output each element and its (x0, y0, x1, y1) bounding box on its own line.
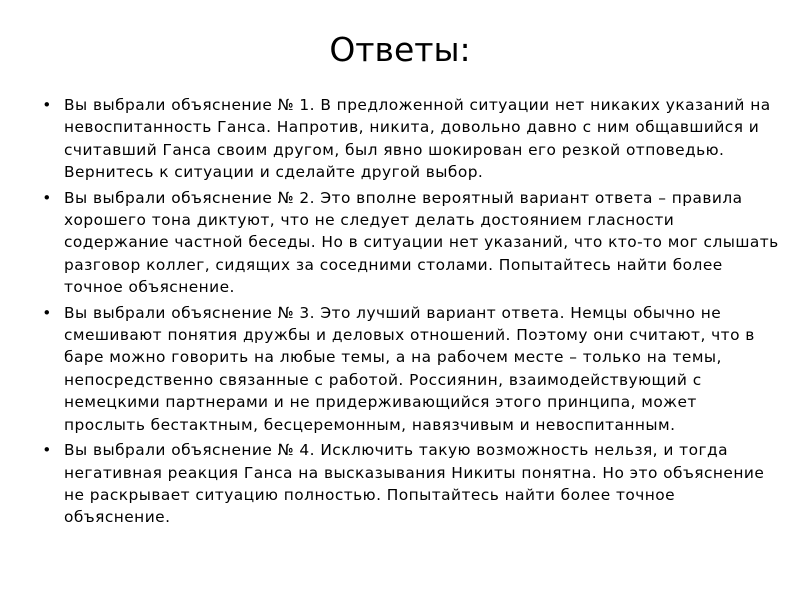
slide-title: Ответы: (329, 30, 471, 69)
bullet-icon: • (42, 96, 52, 114)
answer-item-4 (40, 439, 780, 529)
answer-item-2 (40, 187, 780, 299)
answer-text: Вы выбрали объяснение № 3. Это лучший вариант ответа. Немцы обычно не смешивают понятия дружбы и деловых отношений. Поэтому они считают, что в баре можно говорить на любые темы, а на рабочем месте – только на темы, непосредственно связанные с работой. Россиянин, взаимодействующий с немецкими партнерами и не придерживающийся этого принципа, может прослыть бестактным, бесцеремонным, навязчивым и невоспитанным. (64, 303, 755, 434)
answer-text: Вы выбрали объяснение № 2. Это вполне вероятный вариант ответа – правила хорошего тона диктуют, что не следует делать достоянием гласности содержание частной беседы. Но в ситуации нет указаний, что кто-то мог слышать разговор коллег, сидящих за соседними столами. Попытайтесь найти более точное объяснение. (64, 188, 779, 297)
bullet-icon: • (42, 303, 52, 322)
bullet-icon: • (42, 441, 52, 460)
answer-item-1 (40, 94, 780, 184)
bullet-icon: • (42, 188, 52, 207)
answers-list (40, 94, 780, 532)
answer-text: Вы выбрали объяснение № 4. Исключить такую возможность нельзя, и тогда негативная реакция Ганса на высказывания Никиты понятна. Но это объяснение не раскрывает ситуацию полностью. Попытайтесь найти более точное объяснение. (64, 441, 765, 527)
answer-text: Вы выбрали объяснение № 1. В предложенной ситуации нет никаких указаний на невоспитанность Ганса. Напротив, никита, довольно давно с ним общавшийся и считавший Ганса своим другом, был явно шокирован его резкой отповедью. Вернитесь к ситуации и сделайте другой выбор. (64, 96, 771, 182)
answer-item-3 (40, 302, 780, 436)
